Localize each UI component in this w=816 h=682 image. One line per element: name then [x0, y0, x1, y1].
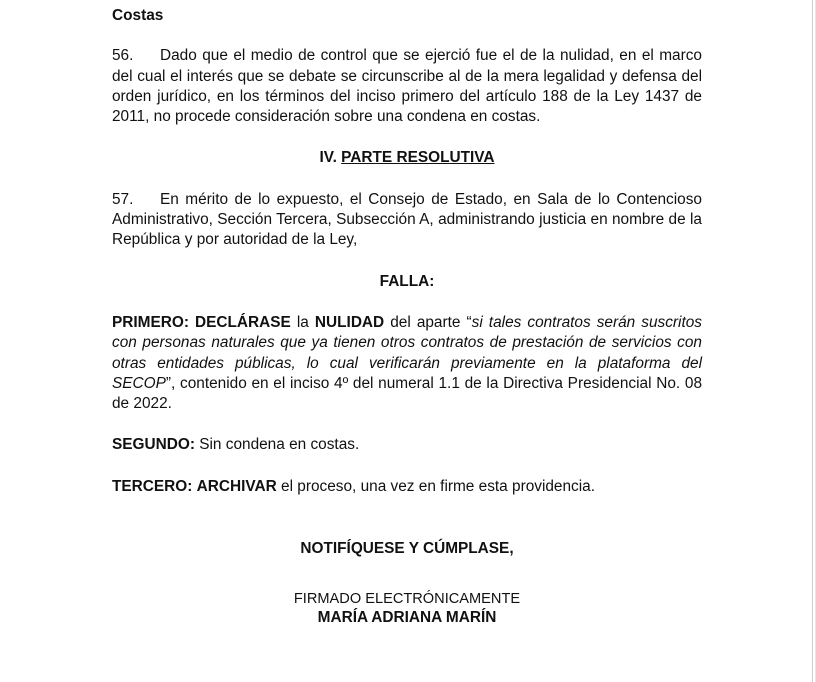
ruling-verb: ARCHIVAR [196, 477, 277, 495]
ruling-segundo [112, 435, 702, 455]
paragraph-number: 56. [112, 47, 134, 65]
ruling-primero [112, 313, 702, 414]
paragraph-number: 57. [112, 190, 134, 208]
notify-line: NOTIFÍQUESE Y CÚMPLASE, [300, 540, 514, 558]
ruling-text: la [290, 313, 315, 331]
paragraph-text: En mérito de lo expuesto, el Consejo de Estado, en Sala de lo Contencioso Administrativo, Sección Tercera, Subsección A, administrando justicia en nombre de la República y por autoridad de la Ley, [112, 190, 702, 249]
costas-heading: Costas [112, 7, 164, 24]
ruling-label: TERCERO: [112, 477, 193, 495]
document-body [112, 6, 702, 627]
ruling-keyword: NULIDAD [314, 313, 385, 331]
ruling-text: Sin condena en costas. [194, 436, 360, 454]
ruling-text: el proceso, una vez en firme esta providencia. [276, 477, 595, 495]
ruling-label: PRIMERO: [112, 313, 189, 331]
ruling-tercero [112, 477, 702, 497]
paragraph-56 [112, 46, 702, 127]
ruling-label: SEGUNDO: [112, 436, 195, 454]
ruling-quote: si tales contratos serán suscritos con personas naturales que ya tienen otros contratos de prestación de servicios con otras entidades públicas, lo cual verificarán previamente en la plataforma del SECOP [112, 313, 703, 392]
ruling-text: ”, contenido en el inciso 4º del numeral 1.1 de la Directiva Presidencial No. 08 de 2022. [112, 374, 702, 413]
signer-name: MARÍA ADRIANA MARÍN [317, 609, 497, 627]
ruling-verb: DECLÁRASE [195, 313, 291, 331]
falla-heading: FALLA: [379, 272, 435, 290]
signature-note: FIRMADO ELECTRÓNICAMENTE [293, 591, 521, 608]
ruling-text: del aparte “ [384, 313, 472, 331]
section-heading-resolutiva [112, 148, 702, 168]
section-number: IV. [319, 149, 342, 167]
paragraph-57 [112, 190, 702, 251]
paragraph-text: Dado que el medio de control que se ejerció fue el de la nulidad, en el marco del cual el interés que se debate se circunscribe al de la mera legalidad y defensa del orden jurídico, en los términos del inciso primero del artículo 188 de la Ley 1437 de 2011, no procede consideración sobre una condena en costas. [112, 47, 702, 126]
section-title: PARTE RESOLUTIVA [341, 149, 495, 167]
